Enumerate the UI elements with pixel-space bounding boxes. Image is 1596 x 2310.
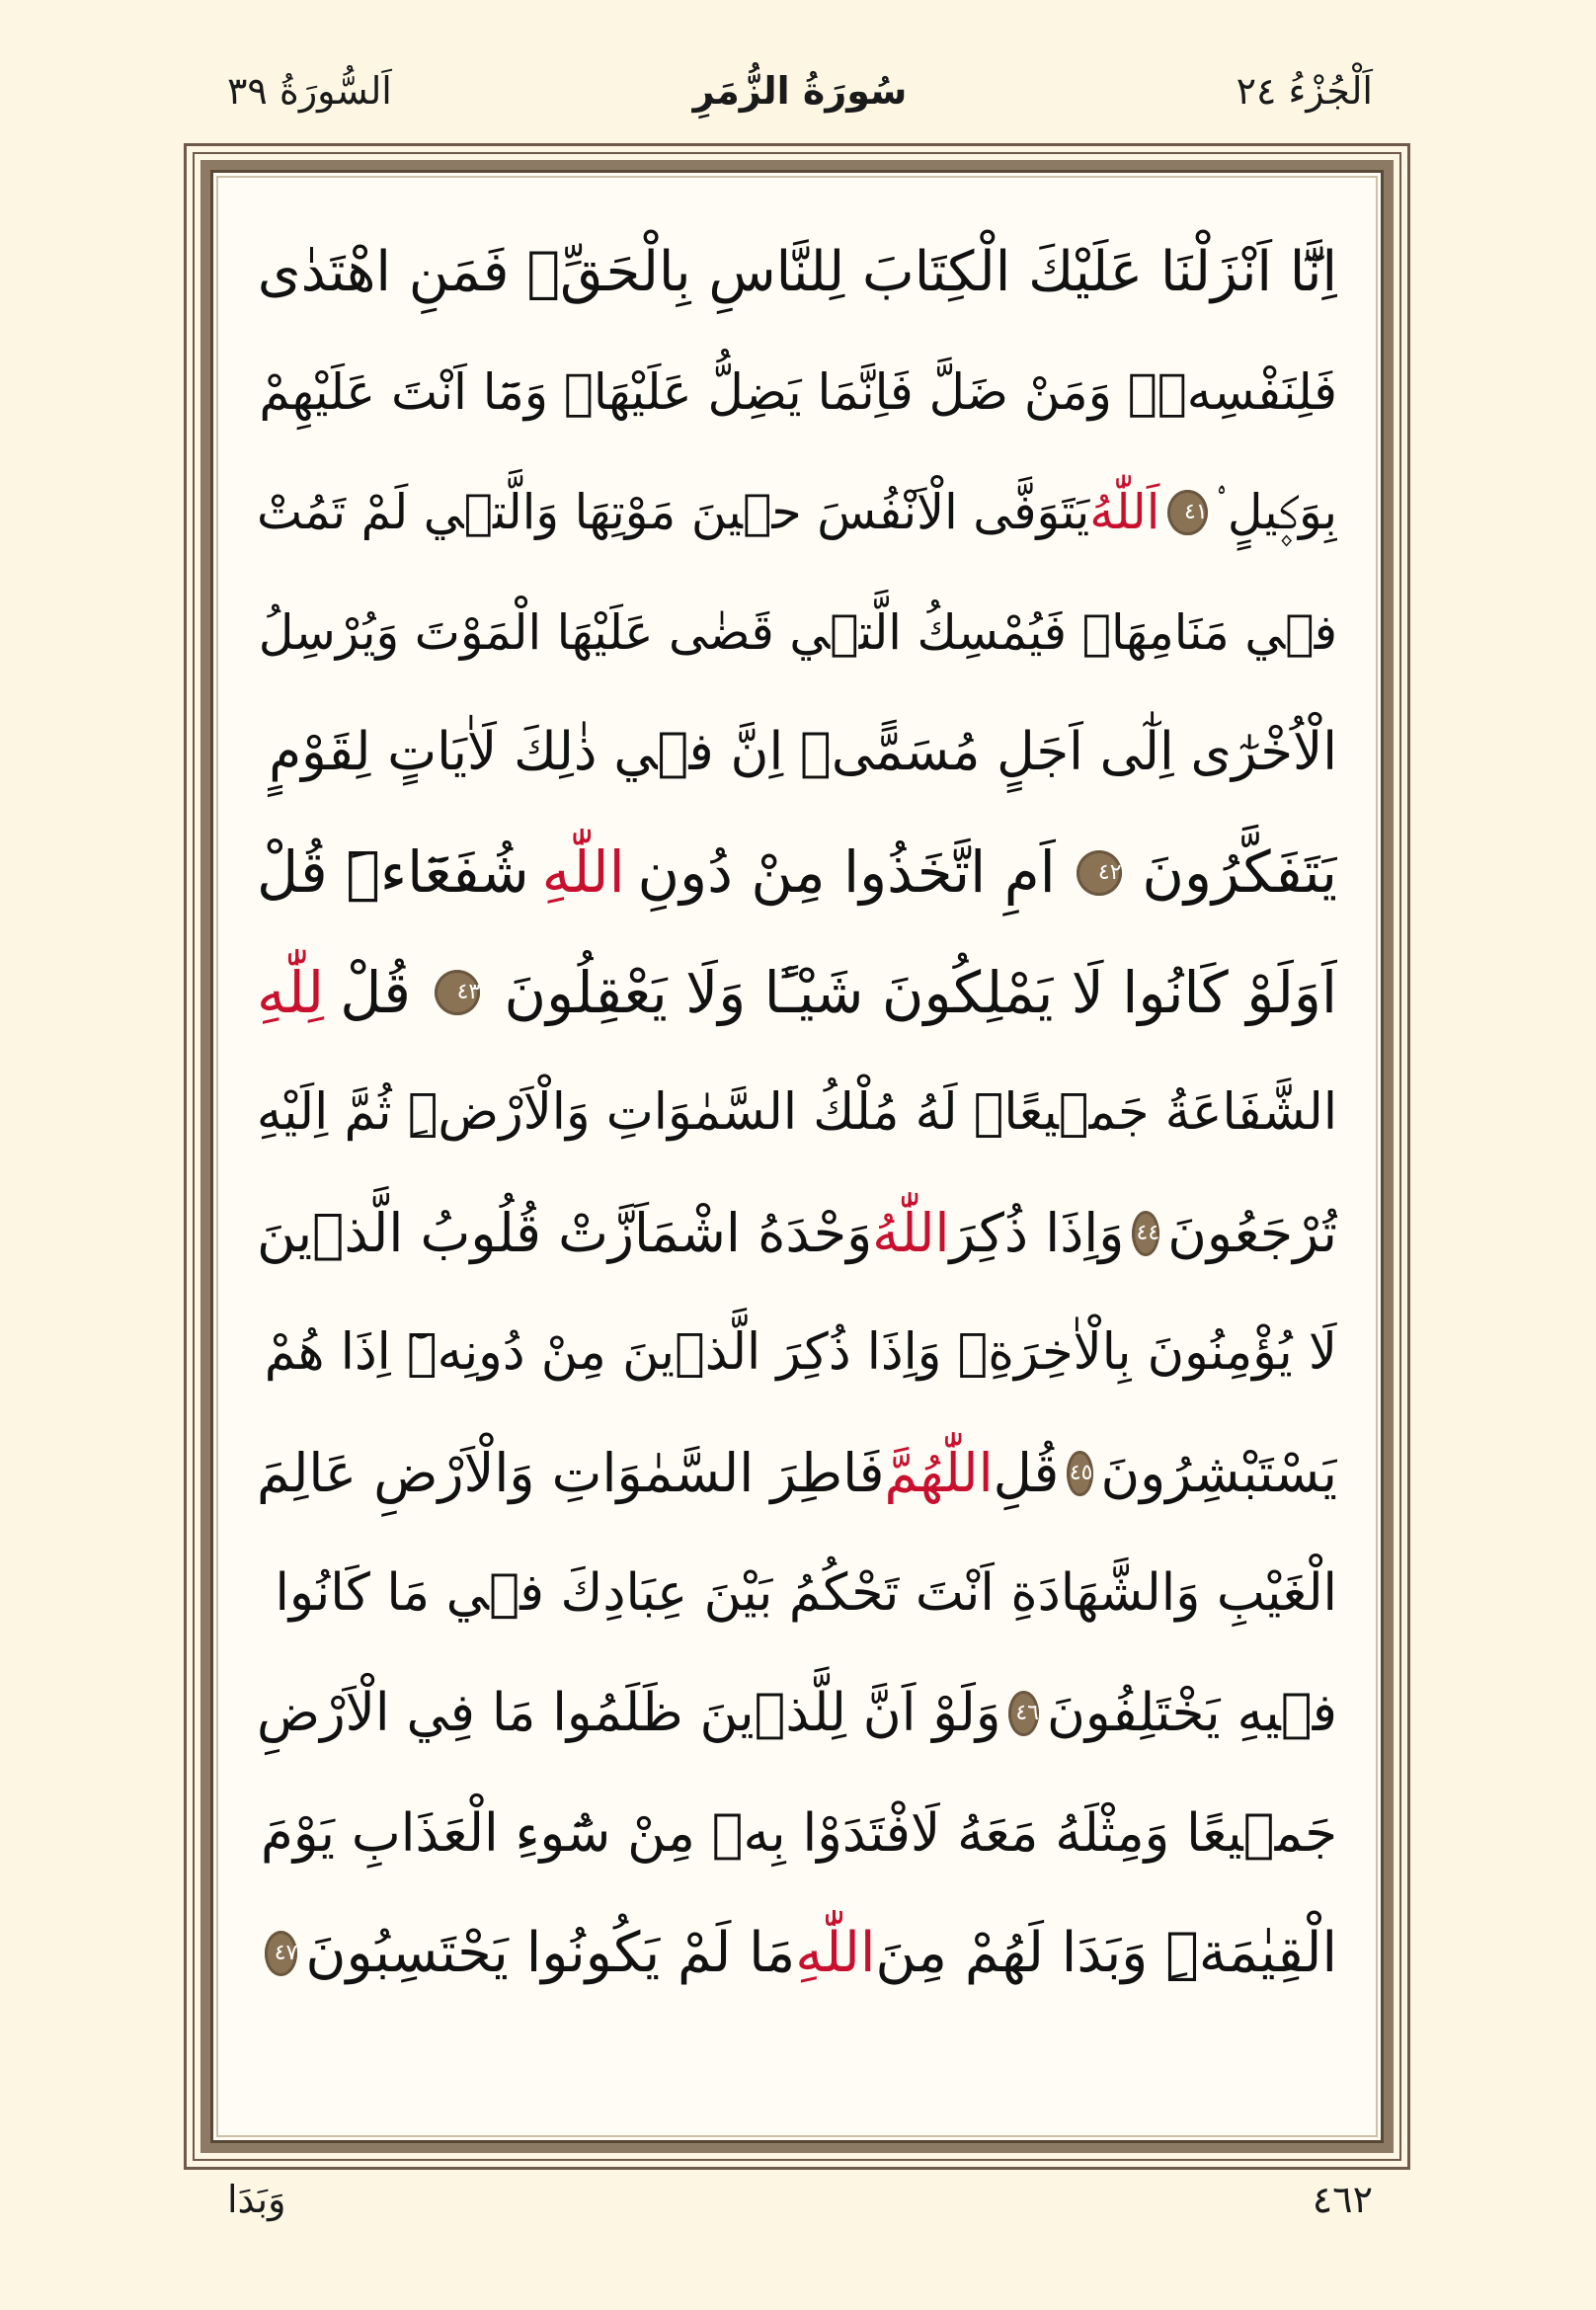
- divine-name: اللّٰهُمَّ: [884, 1441, 994, 1504]
- juz-label: اَلْجُزْءُ ٢٤: [1236, 69, 1373, 113]
- verse-text: فَاطِرَ السَّمٰوَاتِ وَالْاَرْضِ عَالِمَ: [257, 1441, 885, 1504]
- text-line-8: [257, 1053, 1337, 1173]
- verse-text: لَا يُؤْمِنُونَ بِالْاٰخِرَةِۚ وَاِذَا ذُكِرَ الَّذ۪ينَ مِنْ دُونِه۪ٓ اِذَا هُمْ: [264, 1323, 1337, 1383]
- page-footer: [227, 2178, 1373, 2237]
- page-number: ٤٦٢: [1312, 2178, 1373, 2221]
- divine-name: لِلّٰهِ: [257, 958, 324, 1026]
- verse-text: اَوَلَوْ كَانُوا لَا يَمْلِكُونَ شَيْـًٔا وَلَا يَعْقِلُونَ: [504, 958, 1337, 1026]
- text-line-4: [257, 573, 1337, 693]
- verse-text: يَسْتَبْشِرُونَ: [1100, 1441, 1337, 1504]
- verse-text: وَحْدَهُ اشْمَاَزَّتْ قُلُوبُ الَّذ۪ينَ: [257, 1201, 873, 1264]
- page-frame: [184, 143, 1410, 2170]
- text-line-10: [257, 1293, 1337, 1413]
- text-line-13: [257, 1653, 1337, 1774]
- verse-text: اَمِ اتَّخَذُوا مِنْ دُونِ: [637, 837, 1056, 906]
- text-line-14: [257, 1774, 1337, 1894]
- text-line-7: [257, 933, 1337, 1054]
- text-line-1: [257, 212, 1337, 333]
- text-line-9: [257, 1173, 1337, 1294]
- verse-text: مَا لَمْ يَكُونُوا يَحْتَسِبُونَ: [305, 1921, 796, 1986]
- text-line-6: [257, 813, 1337, 933]
- text-line-11: [257, 1413, 1337, 1534]
- text-line-2: [257, 333, 1337, 453]
- text-line-5: [257, 692, 1337, 813]
- ayah-marker: ٤١: [1167, 490, 1207, 535]
- verse-text: جَم۪يعًا وَمِثْلَهُ مَعَهُ لَافْتَدَوْا بِه۪ مِنْ سُٓوءِ الْعَذَابِ يَوْمَ: [261, 1802, 1337, 1864]
- verse-text: اِنَّٓا اَنْزَلْنَا عَلَيْكَ الْكِتَابَ لِلنَّاسِ بِالْحَقِّۚ فَمَنِ اهْتَدٰى: [257, 240, 1337, 304]
- divine-name: اللّٰهُ: [872, 1201, 950, 1264]
- text-line-3: [257, 452, 1337, 573]
- verse-text: شُفَعَٓاءَۜ قُلْ: [257, 837, 529, 906]
- ayah-marker: ٤٦: [1008, 1691, 1039, 1736]
- text-panel: [210, 170, 1384, 2143]
- divine-name: اللّٰهِ: [541, 837, 625, 906]
- verse-text: وَلَوْ اَنَّ لِلَّذ۪ينَ ظَلَمُوا مَا فِي الْاَرْضِ: [257, 1683, 1001, 1744]
- divine-name: اَللّٰهُ: [1089, 484, 1160, 541]
- verse-text: بِوَك۪يلٍ ۟: [1215, 484, 1337, 541]
- verse-text: تُرْجَعُونَ: [1167, 1201, 1337, 1264]
- verse-text: فَلِنَفْسِهٖۚ وَمَنْ ضَلَّ فَاِنَّمَا يَضِلُّ عَلَيْهَاۚ وَمَٓا اَنْتَ عَلَيْهِمْ: [259, 362, 1337, 421]
- page-header: [227, 69, 1373, 128]
- verse-text: يَتَفَكَّرُونَ: [1142, 837, 1337, 906]
- frame-band: [200, 160, 1394, 2153]
- ayah-marker: ٤٤: [1132, 1211, 1159, 1256]
- ayah-marker: ٤٣: [435, 970, 480, 1015]
- verse-text: الْغَيْبِ وَالشَّهَادَةِ اَنْتَ تَحْكُمُ بَيْنَ عِبَادِكَ ف۪ي مَا كَانُوا: [275, 1562, 1337, 1623]
- verse-text: قُلْ: [340, 958, 411, 1026]
- verse-text: وَاِذَا ذُكِرَ: [949, 1201, 1125, 1264]
- verse-text: الْاُخْرٰٓى اِلٰٓى اَجَلٍ مُسَمًّىۜ اِنَّ ف۪ي ذٰلِكَ لَاٰيَاتٍ لِقَوْمٍ: [269, 722, 1337, 783]
- verse-text: يَتَوَفَّى الْاَنْفُسَ ح۪ينَ مَوْتِهَا وَالَّت۪ي لَمْ تَمُتْ: [257, 484, 1090, 541]
- ayah-marker: ٤٢: [1077, 850, 1122, 896]
- ayah-marker: ٤٧: [265, 1931, 297, 1976]
- text-line-12: [257, 1534, 1337, 1654]
- ayah-marker: ٤٥: [1067, 1451, 1092, 1496]
- verse-text: ف۪ي مَنَامِهَاۚ فَيُمْسِكُ الَّت۪ي قَضٰى عَلَيْهَا الْمَوْتَ وَيُرْسِلُ: [258, 603, 1337, 661]
- surah-number-label: اَلسُّورَةُ ٣٩: [227, 69, 392, 113]
- verse-text: الْقِيٰمَةِۜ وَبَدَا لَهُمْ مِنَ: [875, 1921, 1337, 1986]
- verse-text: الشَّفَاعَةُ جَم۪يعًاۜ لَهُ مُلْكُ السَّمٰوَاتِ وَالْاَرْضِۜ ثُمَّ اِلَيْهِ: [257, 1083, 1337, 1143]
- verse-text: ف۪يهِ يَخْتَلِفُونَ: [1046, 1683, 1337, 1744]
- text-line-15: [257, 1893, 1337, 2014]
- quran-text: [257, 212, 1337, 2111]
- surah-title: سُورَةُ الزُّمَرِ: [692, 69, 908, 113]
- catchword: وَبَدَا: [227, 2178, 286, 2221]
- verse-text: قُلِ: [993, 1441, 1060, 1504]
- divine-name: اللّٰهِ: [795, 1921, 876, 1986]
